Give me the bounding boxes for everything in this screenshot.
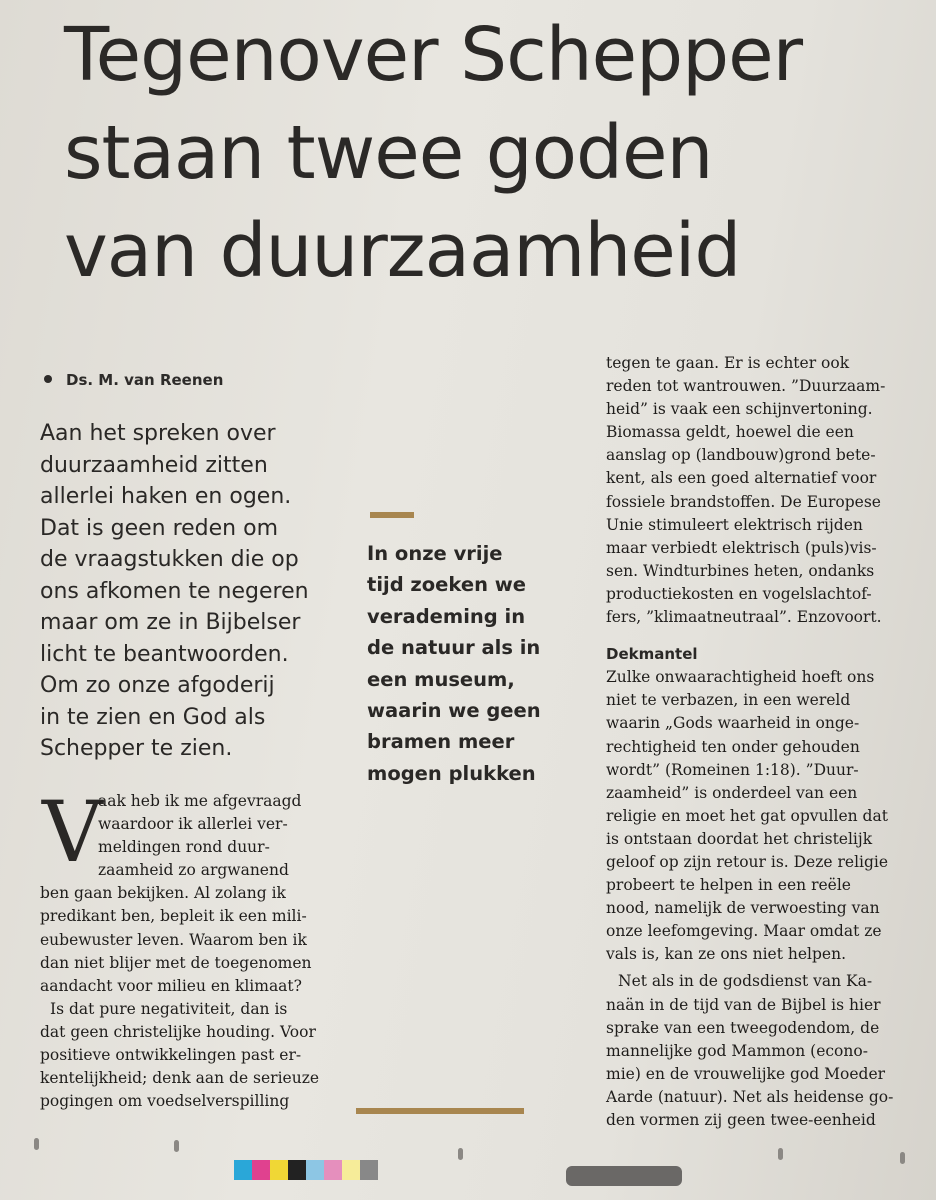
- drop-cap: V: [42, 783, 103, 881]
- color-swatch: [288, 1160, 306, 1180]
- quote-line: de natuur als in: [367, 636, 541, 660]
- color-swatch: [252, 1160, 270, 1180]
- body-line: probeert te helpen in een reële: [606, 876, 851, 895]
- color-swatch: [324, 1160, 342, 1180]
- body-line: tegen te gaan. Er is echter ook: [606, 354, 850, 372]
- body-line: waardoor ik allerlei ver-: [98, 815, 288, 834]
- quote-line: tijd zoeken we: [367, 573, 526, 597]
- quote-rule-top: [370, 512, 414, 518]
- body-line: zaamheid zo argwanend: [98, 861, 289, 880]
- body-line: dat geen christelijke houding. Voor: [40, 1022, 316, 1041]
- quote-line: verademing in: [367, 604, 526, 628]
- body-line: meldingen rond duur-: [98, 838, 270, 857]
- body-line: zaamheid” is onderdeel van een: [606, 783, 858, 802]
- body-line: sen. Windturbines heten, ondanks: [606, 561, 875, 580]
- quote-rule-bottom: [356, 1108, 524, 1114]
- bullet-icon: [44, 375, 52, 383]
- body-line: Biomassa geldt, hoewel die een: [606, 423, 854, 442]
- byline: [44, 371, 223, 389]
- registration-mark: [174, 1140, 179, 1152]
- body-line: waarin „Gods waarheid in onge-: [606, 714, 860, 733]
- lead-line: duurzaamheid zitten: [40, 452, 268, 478]
- body-line: Aarde (natuur). Net als heidense go-: [606, 1087, 894, 1106]
- body-line: Net als in de godsdienst van Ka-: [618, 972, 873, 991]
- quote-line: een museum,: [367, 667, 515, 691]
- body-line: maar verbiedt elektrisch (puls)vis-: [606, 538, 877, 557]
- body-line: positieve ontwikkelingen past er-: [40, 1046, 302, 1065]
- body-line: den vormen zij geen twee-eenheid: [606, 1111, 876, 1129]
- pull-quote: [367, 538, 597, 789]
- quote-line: bramen meer: [367, 730, 515, 754]
- lead-line: allerlei haken en ogen.: [40, 484, 292, 509]
- body-line: predikant ben, bepleit ik een mili-: [40, 907, 307, 926]
- body-line: dan niet blijer met de toegenomen: [40, 953, 312, 972]
- body-line: aanslag op (landbouw)grond bete-: [606, 446, 876, 465]
- body-line: Unie stimuleert elektrisch rijden: [606, 515, 863, 534]
- color-swatch: [270, 1160, 288, 1180]
- gray-print-tab: [566, 1166, 682, 1186]
- body-line: pogingen om voedselverspilling: [40, 1092, 290, 1111]
- registration-mark: [778, 1148, 783, 1160]
- color-swatch: [342, 1160, 360, 1180]
- quote-line: waarin we geen: [367, 699, 541, 723]
- body-line: ben gaan bekijken. Al zolang ik: [40, 884, 286, 903]
- headline: [64, 6, 924, 300]
- lead-line: Om zo onze afgoderij: [40, 673, 275, 698]
- body-line: religie en moet het gat opvullen dat: [606, 806, 888, 825]
- print-color-bar: [234, 1160, 378, 1180]
- body-line: nood, namelijk de verwoesting van: [606, 899, 880, 918]
- body-line: productiekosten en vogelslachtof-: [606, 584, 872, 603]
- body-line: mannelijke god Mammon (econo-: [606, 1041, 868, 1060]
- lead-line: Dat is geen reden om: [40, 515, 279, 541]
- lead-paragraph: [40, 418, 350, 765]
- lead-line: licht te beantwoorden.: [40, 641, 289, 667]
- body-column-1: [40, 783, 340, 1113]
- body-line: wordt” (Romeinen 1:18). ”Duur-: [606, 760, 859, 779]
- body-column-3: [606, 352, 911, 1132]
- author-name: Ds. M. van Reenen: [66, 371, 224, 389]
- body-line: niet te verbazen, in een wereld: [606, 691, 851, 710]
- lead-line: maar om ze in Bijbelser: [40, 610, 301, 635]
- body-line: mie) en de vrouwelijke god Moeder: [606, 1064, 886, 1083]
- body-line: Is dat pure negativiteit, dan is: [50, 999, 288, 1018]
- headline-line: staan twee goden: [64, 110, 713, 196]
- body-line: kentelijkheid; denk aan de serieuze: [40, 1069, 320, 1088]
- quote-line: mogen plukken: [367, 761, 536, 785]
- lead-line: in te zien en God als: [40, 704, 266, 730]
- body-line: rechtigheid ten onder gehouden: [606, 737, 860, 756]
- body-line: geloof op zijn retour is. Deze religie: [606, 852, 889, 871]
- registration-mark: [458, 1148, 463, 1160]
- body-line: heid” is vaak een schijnvertoning.: [606, 400, 873, 419]
- color-swatch: [360, 1160, 378, 1180]
- quote-line: In onze vrije: [367, 542, 503, 565]
- color-swatch: [234, 1160, 252, 1180]
- body-line: vals is, kan ze ons niet helpen.: [606, 945, 846, 964]
- registration-mark: [34, 1138, 39, 1150]
- body-line: eubewuster leven. Waarom ben ik: [40, 930, 307, 949]
- body-line: fossiele brandstoffen. De Europese: [606, 492, 881, 511]
- lead-line: de vraagstukken die op: [40, 547, 299, 572]
- body-line: reden tot wantrouwen. ”Duurzaam-: [606, 377, 886, 396]
- body-line: fers, ”klimaatneutraal”. Enzovoort.: [606, 608, 882, 627]
- body-line: naän in de tijd van de Bijbel is hier: [606, 995, 881, 1014]
- body-line: kent, als een goed alternatief voor: [606, 469, 877, 488]
- body-line: sprake van een tweegodendom, de: [606, 1018, 880, 1037]
- color-swatch: [306, 1160, 324, 1180]
- lead-line: Aan het spreken over: [40, 421, 276, 446]
- headline-line: van duurzaamheid: [64, 208, 741, 294]
- lead-line: ons afkomen te negeren: [40, 578, 309, 604]
- body-line: aak heb ik me afgevraagd: [98, 792, 302, 810]
- headline-line: Tegenover Schepper: [64, 12, 803, 98]
- body-line: onze leefomgeving. Maar omdat ze: [606, 922, 882, 941]
- subheading: Dekmantel: [606, 645, 698, 664]
- lead-line: Schepper te zien.: [40, 736, 233, 761]
- body-line: Zulke onwaarachtigheid hoeft ons: [606, 668, 875, 687]
- body-line: is ontstaan doordat het christelijk: [606, 829, 873, 848]
- body-line: aandacht voor milieu en klimaat?: [40, 976, 302, 995]
- registration-mark: [900, 1152, 905, 1164]
